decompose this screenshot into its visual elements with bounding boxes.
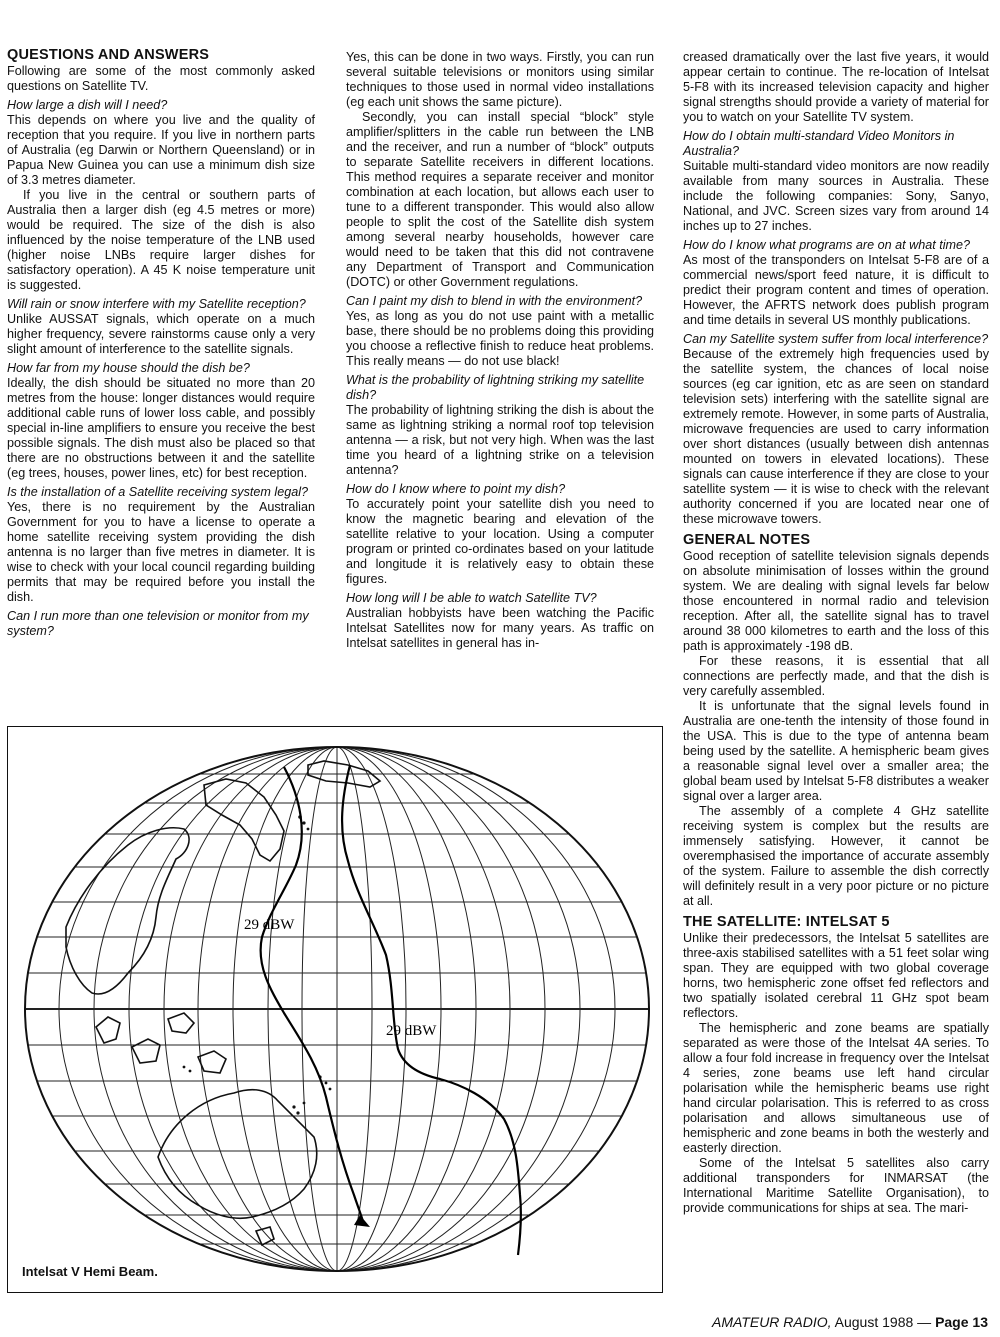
question-dish-distance: How far from my house should the dish be? <box>7 361 250 375</box>
page-footer <box>712 1314 988 1330</box>
question-programs: How do I know what programs are on at what time? <box>683 238 970 252</box>
question-multiple-tv: Can I run more than one television or monitor from my system? <box>7 609 309 638</box>
left-column <box>7 47 315 639</box>
graticule <box>8 737 661 1282</box>
answer-paragraph: Yes, this can be done in two ways. Firstly, you can run several suitable televisions or monitors using similar techniques to those used in normal video installations (eg each unit shows the same picture). <box>346 50 654 109</box>
answer-paragraph: Australian hobbyists have been watching the Pacific Intelsat Satellites now for many years. As traffic on Intelsat satellites in general has in- <box>346 606 654 650</box>
question-pointing: How do I know where to point my dish? <box>346 482 566 496</box>
body-paragraph: The assembly of a complete 4 GHz satellite receiving system is complex but the results are immensely satisfying. However, it cannot be overemphasised the importance of accurate assembly of the system. Failure to assemble the dish correctly will definitely result in a very poor picture or no picture at all. <box>683 804 989 908</box>
beam-label-east: 29 dBW <box>386 1023 437 1039</box>
answer-paragraph: If you live in the central or southern parts of Australia then a larger dish (eg 4.5 metres or more) would be required. The size of the dish is also influenced by the noise temperature of the LNB used (higher noise LNBs require larger dishes for satisfactory operation). A 45 K noise temperature unit is suggested. <box>7 188 315 292</box>
body-paragraph: The hemispheric and zone beams are spatially separated as were those of the Intelsat 4A series. To allow a four fold increase in frequency over the Intelsat 4 series, zone beams use left hand circular polarisation while the hemispheric beams use right hand circular polarisation. This is referred to as cross polarisation and allows simultaneous use of hemispheric and zone beams in both the westerly and easterly direction. <box>683 1021 989 1155</box>
magazine-name: AMATEUR RADIO, <box>712 1314 832 1330</box>
answer-paragraph: Because of the extremely high frequencies used by the satellite system, the chances of local noise sources (eg car ignition, etc as are seen on standard television sets) interfering with the satellite signal are extremely remote. However, in some parts of Australia, microwave frequencies are used to carry information over short distances (usually between dish antennas mounted on towers in elevated locations). These signals can cause interference if they are close to your satellite system — it is wise to check with the relevant authority concerned if you are located near one of these microwave towers. <box>683 347 989 526</box>
question-legal: Is the installation of a Satellite receiving system legal? <box>7 485 309 499</box>
body-paragraph: Good reception of satellite television signals depends on absolute minimisation of losses within the ground system. We are dealing with signal levels far below those encountered in normal radio and television reception. After all, the satellite signal has to travel around 38 000 kilometres to earth and the loss of this path is approximately -198 dB. <box>683 549 989 653</box>
island-dots <box>183 815 332 1114</box>
answer-paragraph: Yes, as long as you do not use paint with a metallic base, there should be no problems doing this providing you choose a reflective finish to reduce heat problems. This really means — do not use black! <box>346 309 654 368</box>
question-dish-size: How large a dish will I need? <box>7 98 168 112</box>
body-paragraph: For these reasons, it is essential that all connections are perfectly made, and that the dish is very carefully assembled. <box>683 654 989 698</box>
answer-paragraph: Suitable multi-standard video monitors are now readily available from many sources in Australia. These include the following companies: Sony, Sanyo, National, and JVC. Screen sizes vary from around 14 inches up to 27 inches. <box>683 159 989 233</box>
answer-paragraph: Yes, there is no requirement by the Australian Government for you to have a license to operate a home satellite receiving system providing the dish antenna is no larger than five metres in diameter. It is wise to check with your local council regarding building permits that may be required before you install the dish. <box>7 500 315 604</box>
section-heading-questions: QUESTIONS AND ANSWERS <box>7 47 210 63</box>
beam-label-west: 29 dBW <box>244 917 295 933</box>
answer-paragraph: As most of the transponders on Intelsat 5-F8 are of a commercial news/sport feed nature, it is difficult to predict their program content and times of operation. However, the AFRTS network does publish program and time details in several US monthly publications. <box>683 253 989 327</box>
page-number: Page 13 <box>935 1314 988 1330</box>
intro-paragraph: Following are some of the most commonly asked questions on Satellite TV. <box>7 64 315 93</box>
answer-paragraph: This depends on where you live and the quality of reception that you require. If you live in northern parts of Australia (eg Darwin or Northern Queensland) or in Papua New Guinea you can use a minimum dish size of 3.3 metres diameter. <box>7 113 315 187</box>
body-paragraph: It is unfortunate that the signal levels found in Australia are one-tenth the intensity of those found in the USA. This is due to the type of antenna beam being used by the satellite. A hemispheric beam gives a reasonable signal level over a smaller area; the global beam used by Intelsat 5-F8 distributes a weaker signal over a larger area. <box>683 699 989 803</box>
answer-paragraph: creased dramatically over the last five years, it would appear certain to continue. The re-location of Intelsat 5-F8 with its increased television capacity and higher signal strengths should provide a variety of material for you to watch on your Satellite TV system. <box>683 50 989 124</box>
right-column <box>683 50 989 1216</box>
question-rain-snow: Will rain or snow interfere with my Satellite reception? <box>7 297 306 311</box>
figure-caption: Intelsat V Hemi Beam. <box>22 1264 158 1279</box>
question-how-long: How long will I be able to watch Satellite TV? <box>346 591 597 605</box>
answer-paragraph: Secondly, you can install special “block” style amplifier/splitters in the cable run between the LNB and the receiver, and run a number of “block” outputs to separate Satellite receivers in different locations. This method requires a separate receiver and monitor combination at each location, but allows each user to tune to a different transponder. This would also allow people to split the cost of the Satellite dish system among several nearby households, however care would need to be taken that this did not contravene any Department of Transport and Communication (DOTC) or other Government regulations. <box>346 110 654 289</box>
answer-paragraph: Ideally, the dish should be situated no more than 20 metres from the house: longer distances would require additional cable runs of lower loss cable, and possibly special in-line amplifiers to ensure you receive the best possible signals. The dish must also be placed so that there are no obstructions between it and the satellite (eg trees, houses, power lines, etc) for best reception. <box>7 376 315 480</box>
answer-paragraph: The probability of lightning striking the dish is about the same as lightning striking a normal roof top television antenna — a risk, but not very high. When was the last time you heard of a lightning strike on a television antenna? <box>346 403 654 477</box>
question-interference: Can my Satellite system suffer from local interference? <box>683 332 989 346</box>
question-paint-dish: Can I paint my dish to blend in with the environment? <box>346 294 643 308</box>
question-video-monitors: How do I obtain multi-standard Video Monitors in Australia? <box>683 129 955 158</box>
answer-paragraph: To accurately point your satellite dish you need to know the magnetic bearing and elevation of the satellite relative to your location. Using a computer program or printed co-ordinates based on your latitude and longitude it is relatively easy to obtain these figures. <box>346 497 654 586</box>
section-heading-satellite: THE SATELLITE: INTELSAT 5 <box>683 914 890 930</box>
body-paragraph: Unlike their predecessors, the Intelsat 5 satellites are three-axis stabilised satellites with a 51 feet solar wing span. They are equipped with two global coverage horns, two hemispheric zone offset fed reflectors and two spatially isolated cerebral 11 GHz spot beam reflectors. <box>683 931 989 1020</box>
globe-map-drawing <box>8 727 661 1291</box>
issue-date: August 1988 — <box>831 1314 936 1330</box>
section-heading-general-notes: GENERAL NOTES <box>683 532 811 548</box>
body-paragraph: Some of the Intelsat 5 satellites also carry additional transponders for INMARSAT (the International Maritime Satellite Organisation), to provide communications for ships at sea. The mari- <box>683 1156 989 1215</box>
middle-column <box>346 50 654 651</box>
answer-paragraph: Unlike AUSSAT signals, which operate on a much higher frequency, severe rainstorms cause only a very slight amount of interference to the satellite signals. <box>7 312 315 356</box>
figure-hemi-beam-map <box>7 726 663 1293</box>
question-lightning: What is the probability of lightning striking my satellite dish? <box>346 373 645 402</box>
